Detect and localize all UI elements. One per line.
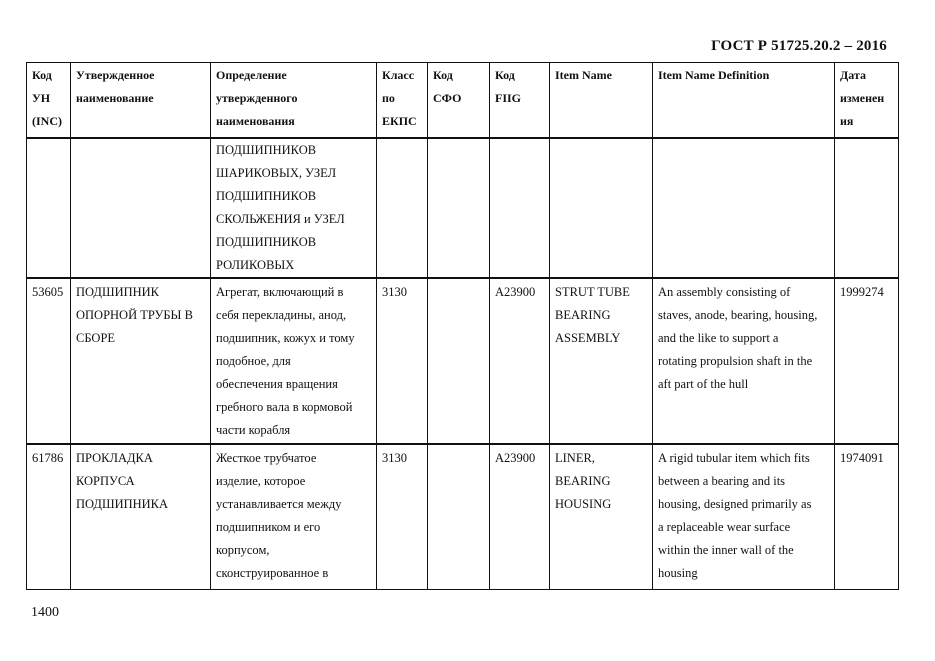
cell-definition: Агрегат, включающий в себя перекладины, анод, подшипник, кожух и тому подобное, для обеспечения вращения гребного вала в кормовой части корабля xyxy=(211,278,377,444)
column-header-change-date: Дата изменен ия xyxy=(835,63,899,138)
column-header-item-name: Item Name xyxy=(550,63,653,138)
cell-definition: Жесткое трубчатое изделие, которое устанавливается между подшипником и его корпусом, сконструированное в xyxy=(211,444,377,590)
page-number: 1400 xyxy=(31,605,59,620)
table-row xyxy=(27,138,899,278)
cell-inc xyxy=(27,138,71,278)
cell-approved-name: ПРОКЛАДКА КОРПУСА ПОДШИПНИКА xyxy=(71,444,211,590)
cell-ekps-class: 3130 xyxy=(377,444,428,590)
cell-ekps-class xyxy=(377,138,428,278)
column-header-item-name-definition: Item Name Definition xyxy=(653,63,835,138)
cell-change-date xyxy=(835,138,899,278)
cell-change-date: 1974091 xyxy=(835,444,899,590)
cell-item-name xyxy=(550,138,653,278)
cell-approved-name: ПОДШИПНИК ОПОРНОЙ ТРУБЫ В СБОРЕ xyxy=(71,278,211,444)
cell-fiig-code xyxy=(490,138,550,278)
cell-item-name: LINER, BEARING HOUSING xyxy=(550,444,653,590)
cell-item-name-definition: A rigid tubular item which fits between a bearing and its housing, designed primarily as a replaceable wear surface within the inner wall of the housing xyxy=(653,444,835,590)
column-header-fiig-code: Код FIIG xyxy=(490,63,550,138)
table-row xyxy=(27,278,899,444)
table-row xyxy=(27,444,899,590)
column-header-inc: Код УН (INC) xyxy=(27,63,71,138)
cell-change-date: 1999274 xyxy=(835,278,899,444)
column-header-ekps-class: Класс по ЕКПС xyxy=(377,63,428,138)
cell-fiig-code: A23900 xyxy=(490,444,550,590)
cell-definition: ПОДШИПНИКОВ ШАРИКОВЫХ, УЗЕЛ ПОДШИПНИКОВ СКОЛЬЖЕНИЯ и УЗЕЛ ПОДШИПНИКОВ РОЛИКОВЫХ xyxy=(211,138,377,278)
cell-sfo-code xyxy=(428,444,490,590)
cell-inc: 61786 xyxy=(27,444,71,590)
column-header-approved-name: Утвержденное наименование xyxy=(71,63,211,138)
column-header-sfo-code: Код СФО xyxy=(428,63,490,138)
catalog-table xyxy=(26,62,899,590)
document-standard-header: ГОСТ Р 51725.20.2 – 2016 xyxy=(711,38,887,54)
column-header-definition: Определение утвержденного наименования xyxy=(211,63,377,138)
cell-ekps-class: 3130 xyxy=(377,278,428,444)
cell-fiig-code: A23900 xyxy=(490,278,550,444)
table-header-row xyxy=(27,63,899,138)
cell-approved-name xyxy=(71,138,211,278)
cell-item-name: STRUT TUBE BEARING ASSEMBLY xyxy=(550,278,653,444)
cell-inc: 53605 xyxy=(27,278,71,444)
cell-sfo-code xyxy=(428,278,490,444)
cell-item-name-definition xyxy=(653,138,835,278)
cell-sfo-code xyxy=(428,138,490,278)
cell-item-name-definition: An assembly consisting of staves, anode, bearing, housing, and the like to support a rotating propulsion shaft in the aft part of the hull xyxy=(653,278,835,444)
